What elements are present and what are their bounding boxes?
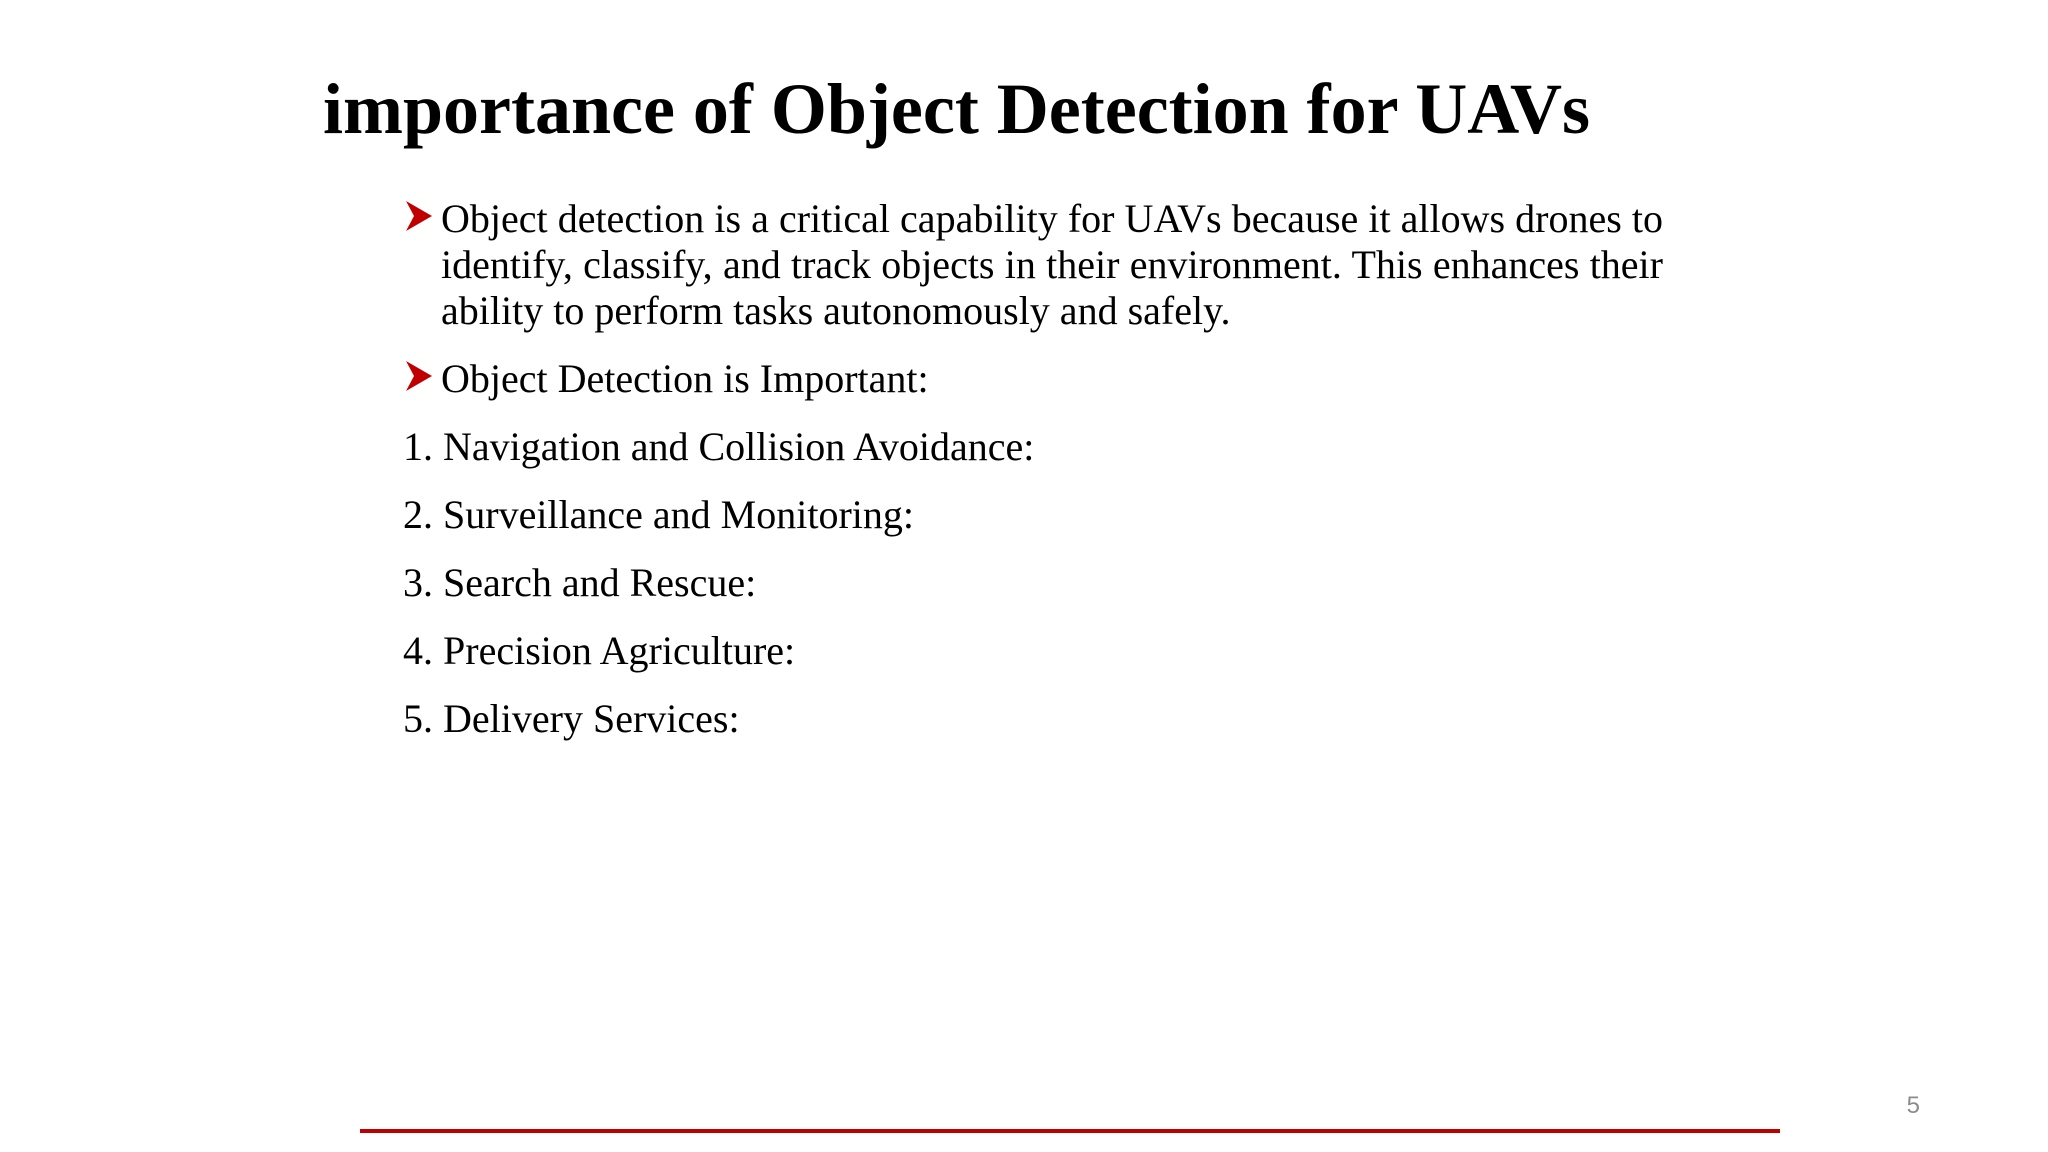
list-item: 2. Surveillance and Monitoring: — [403, 492, 915, 537]
slide-title: importance of Object Detection for UAVs — [323, 69, 1591, 149]
list-item: 4. Precision Agriculture: — [403, 628, 796, 673]
arrowhead-bullet-icon — [405, 360, 433, 392]
slide-content — [403, 196, 1663, 764]
footer-divider — [360, 1129, 1780, 1133]
numbered-list — [403, 424, 1663, 742]
list-item: 1. Navigation and Collision Avoidance: — [403, 424, 1035, 469]
bullet-text: Object detection is a critical capability for UAVs because it allows drones to identify, classify, and track objects in their environment. This enhances their ability to perform tasks autonomously and safely. — [441, 196, 1663, 333]
list-item: 3. Search and Rescue: — [403, 560, 757, 605]
page-number: 5 — [1906, 1092, 1920, 1119]
list-item: 5. Delivery Services: — [403, 696, 740, 741]
arrowhead-bullet-icon — [405, 200, 433, 232]
bullet-item — [403, 356, 1663, 402]
bullet-text: Object Detection is Important: — [441, 356, 929, 401]
bullet-item — [403, 196, 1663, 334]
